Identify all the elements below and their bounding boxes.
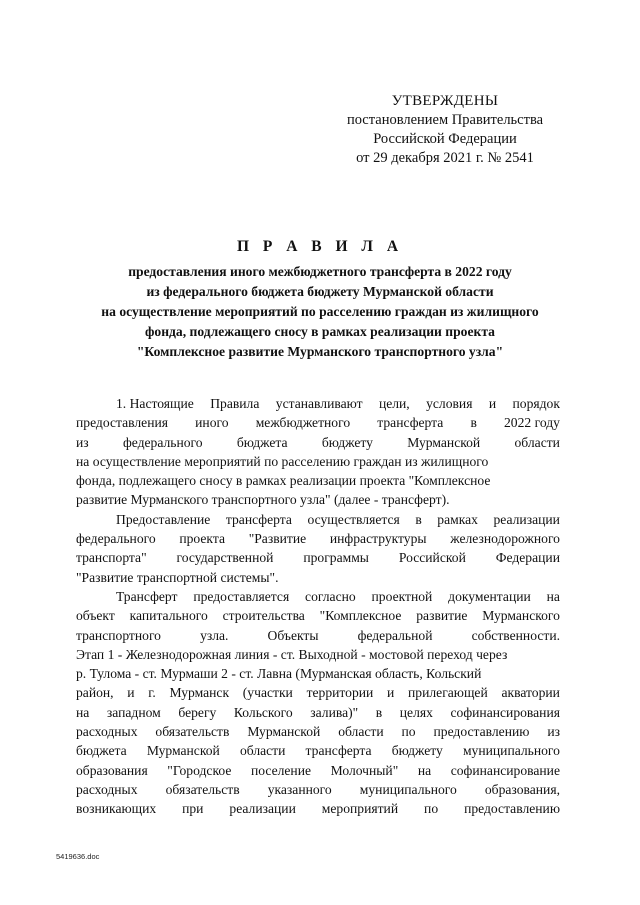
body-word: области bbox=[338, 724, 384, 740]
body-word: узла. bbox=[200, 627, 229, 643]
body-word: Мурманского bbox=[482, 608, 560, 624]
body-word: транспорта" bbox=[76, 550, 147, 566]
subtitle-line: "Комплексное развитие Мурманского транспортного узла" bbox=[136, 344, 504, 359]
body-line bbox=[76, 799, 560, 818]
body-word: 1. Настоящие bbox=[116, 396, 194, 411]
body-word: трансферта bbox=[377, 415, 444, 431]
body-word: Предоставление bbox=[116, 511, 211, 527]
body-word: реализации bbox=[229, 801, 296, 817]
approval-line: Российской Федерации bbox=[373, 131, 517, 147]
body-word: предоставлению bbox=[464, 801, 560, 817]
body-line bbox=[76, 471, 560, 490]
body-word: Трансферт bbox=[116, 588, 178, 604]
body-line bbox=[76, 452, 560, 471]
body-line bbox=[76, 413, 560, 432]
document-subtitle bbox=[60, 262, 580, 362]
approval-block bbox=[330, 92, 560, 168]
body-line bbox=[76, 490, 560, 509]
file-name-footer: 5419636.doc bbox=[56, 852, 100, 861]
body-word: поселение bbox=[250, 762, 311, 778]
approval-heading: УТВЕРЖДЕНЫ bbox=[391, 93, 499, 109]
body-line bbox=[76, 761, 560, 780]
body-word: Правила bbox=[210, 396, 260, 411]
body-word: прилегающей bbox=[408, 685, 488, 701]
body-line bbox=[76, 703, 560, 722]
body-word: федерального bbox=[76, 531, 156, 547]
body-word: проекта bbox=[179, 531, 225, 547]
document-title: П Р А В И Л А bbox=[236, 238, 404, 255]
body-word: "Комплексное bbox=[319, 608, 402, 624]
body-word: области bbox=[514, 434, 560, 450]
body-word: акватории bbox=[501, 685, 560, 701]
body-line bbox=[76, 587, 560, 606]
body-word: западном bbox=[106, 704, 161, 720]
subtitle-line: предоставления иного межбюджетного трансферта в 2022 году bbox=[128, 264, 512, 279]
body-word: территории bbox=[306, 685, 374, 701]
body-word: предоставления bbox=[76, 415, 169, 431]
body-word: в bbox=[415, 511, 422, 527]
body-word: Этап 1 - Железнодорожная линия - ст. Выходной - мостовой переход через bbox=[76, 646, 508, 662]
body-word: Мурманской bbox=[247, 724, 321, 740]
body-word: документации bbox=[448, 588, 531, 604]
body-word: залива)" bbox=[310, 704, 359, 720]
body-word: устанавливают bbox=[275, 396, 363, 411]
body-word: согласно bbox=[305, 588, 356, 604]
body-word: и bbox=[127, 685, 135, 701]
body-line bbox=[76, 741, 560, 760]
body-word: железнодорожного bbox=[450, 531, 560, 547]
body-line bbox=[76, 780, 560, 799]
body-word: трансферта bbox=[305, 743, 372, 759]
body-word: берегу bbox=[178, 704, 217, 720]
body-word: бюджета bbox=[236, 434, 288, 450]
body-word: области bbox=[239, 743, 286, 759]
body-line bbox=[76, 568, 560, 587]
body-word: 2022 году bbox=[504, 415, 560, 431]
body-line bbox=[76, 606, 560, 625]
body-word: объект bbox=[76, 608, 115, 624]
body-word: муниципального bbox=[462, 743, 560, 759]
body-word: на bbox=[76, 704, 90, 720]
body-word: на bbox=[546, 588, 560, 604]
body-word: в bbox=[375, 704, 383, 720]
body-word: р. Тулома - ст. Мурмаши 2 - ст. Лавна (Мурманская область, Кольский bbox=[76, 666, 482, 682]
body-word: инфраструктуры bbox=[329, 531, 427, 547]
body-word: собственности. bbox=[471, 627, 560, 643]
body-word: осуществляется bbox=[307, 511, 400, 527]
body-word: бюджету bbox=[391, 743, 443, 759]
body-word: расходных bbox=[76, 781, 138, 797]
body-word: муниципального bbox=[359, 781, 457, 797]
body-line bbox=[76, 722, 560, 741]
body-word: и bbox=[387, 685, 395, 701]
body-word: развитие Мурманского транспортного узла" (далее - трансферт). bbox=[76, 492, 450, 508]
body-word: Кольского bbox=[233, 704, 293, 720]
body-word: рамках bbox=[437, 511, 478, 527]
body-word: транспортного bbox=[76, 627, 161, 643]
body-word: по bbox=[424, 801, 439, 817]
body-word: обязательств bbox=[155, 724, 230, 740]
body-word: образования, bbox=[484, 781, 560, 797]
body-word: иного bbox=[195, 415, 229, 431]
body-word: из bbox=[76, 434, 89, 450]
body-word: предоставляется bbox=[193, 588, 290, 604]
body-word: мероприятий bbox=[321, 801, 399, 817]
body-word: капитального bbox=[129, 608, 208, 624]
body-line bbox=[76, 510, 560, 529]
body-word: указанного bbox=[267, 781, 332, 797]
body-word: г. bbox=[148, 685, 156, 701]
body-word: обязательств bbox=[165, 781, 240, 797]
body-word: строительства bbox=[222, 608, 305, 624]
body-line bbox=[76, 529, 560, 548]
approval-line: от 29 декабря 2021 г. № 2541 bbox=[356, 150, 534, 166]
body-line bbox=[76, 394, 560, 413]
body-word: Мурманской bbox=[146, 743, 220, 759]
body-word: условия bbox=[426, 396, 473, 411]
body-word: федерального bbox=[122, 434, 203, 450]
approval-line: постановлением Правительства bbox=[346, 112, 544, 128]
body-word: цели, bbox=[378, 396, 410, 411]
body-word: и bbox=[488, 396, 497, 411]
subtitle-line: фонда, подлежащего сносу в рамках реализации проекта bbox=[145, 324, 495, 339]
body-word: возникающих bbox=[76, 801, 157, 817]
body-line bbox=[76, 548, 560, 567]
body-line bbox=[76, 645, 560, 664]
body-word: (участки bbox=[242, 685, 293, 701]
body-word: бюджета bbox=[76, 743, 127, 759]
body-word: при bbox=[182, 801, 204, 817]
body-word: район, bbox=[76, 685, 114, 701]
body-word: федеральной bbox=[357, 627, 433, 643]
body-word: на bbox=[417, 762, 432, 778]
body-word: по bbox=[401, 724, 416, 740]
body-word: Мурманск bbox=[169, 685, 230, 701]
body-word: в bbox=[470, 415, 477, 431]
body-word: реализации bbox=[493, 511, 560, 527]
body-word: Российской bbox=[398, 550, 466, 566]
body-word: образования bbox=[76, 762, 148, 778]
body-word: государственной bbox=[176, 550, 274, 566]
body-word: "Развитие транспортной системы". bbox=[76, 569, 279, 585]
body-word: порядок bbox=[512, 396, 560, 411]
body-word: фонда, подлежащего сносу в рамках реализации проекта "Комплексное bbox=[76, 473, 491, 489]
body-word: "Городское bbox=[167, 762, 232, 778]
body-word: межбюджетного bbox=[255, 415, 351, 431]
body-line bbox=[76, 626, 560, 645]
body-line bbox=[76, 683, 560, 702]
body-word: бюджету bbox=[321, 434, 373, 450]
body-word: Федерации bbox=[495, 550, 560, 566]
body-word: проектной bbox=[371, 588, 433, 604]
body-word: из bbox=[547, 724, 560, 740]
body-line bbox=[76, 664, 560, 683]
body-word: Мурманской bbox=[407, 434, 481, 450]
body-word: на осуществление мероприятий по расселению граждан из жилищного bbox=[76, 453, 489, 469]
body-line bbox=[76, 433, 560, 452]
body-word: "Развитие bbox=[248, 531, 307, 547]
body-word: Молочный" bbox=[330, 762, 399, 778]
body-word: программы bbox=[303, 550, 369, 566]
subtitle-line: на осуществление мероприятий по расселению граждан из жилищного bbox=[101, 304, 539, 319]
subtitle-line: из федерального бюджета бюджету Мурманской области bbox=[146, 284, 494, 299]
body-word: целях bbox=[399, 704, 433, 720]
body-text bbox=[76, 394, 560, 819]
body-word: софинансирование bbox=[450, 762, 560, 778]
body-word: расходных bbox=[76, 724, 138, 740]
body-word: предоставлению bbox=[433, 724, 530, 740]
body-word: трансферта bbox=[225, 511, 292, 527]
body-word: развитие bbox=[416, 608, 468, 624]
body-word: Объекты bbox=[267, 627, 319, 643]
body-word: софинансирования bbox=[450, 704, 560, 720]
